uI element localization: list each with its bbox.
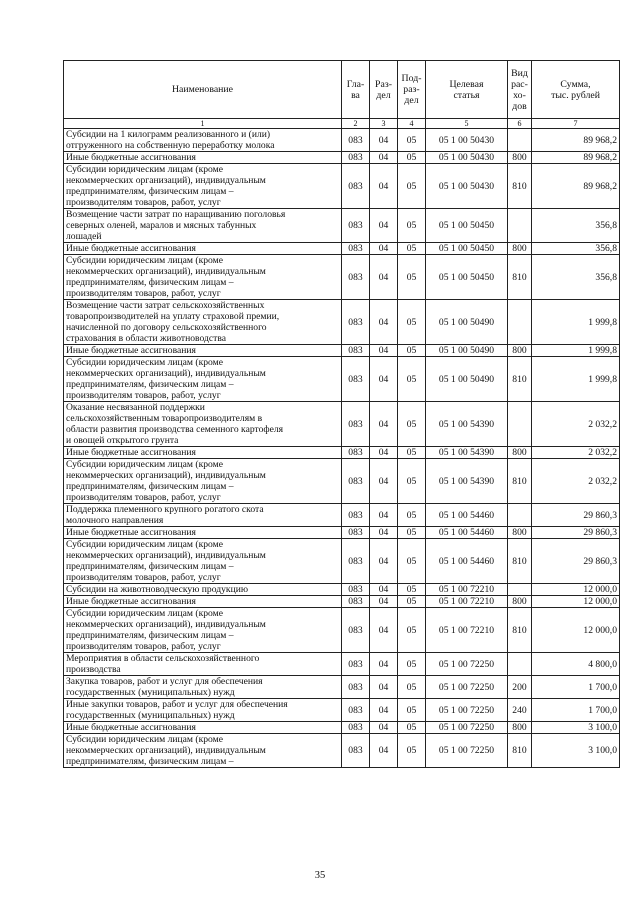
table-row: [64, 676, 620, 699]
row-glava: 083: [342, 699, 370, 722]
row-tselevaya-statya: 05 1 00 72250: [426, 722, 508, 734]
row-summa: 12 000,0: [532, 608, 620, 653]
table-row: [64, 152, 620, 164]
header-razdel: Раз- дел: [370, 61, 398, 119]
row-summa: 1 999,8: [532, 357, 620, 402]
row-vid-raskhodov: 810: [508, 539, 532, 584]
header-row: [64, 61, 620, 119]
row-name: Субсидии на 1 килограмм реализованного и (или) отгруженного на собственную переработку молока: [64, 129, 342, 152]
row-tselevaya-statya: 05 1 00 72250: [426, 676, 508, 699]
row-vid-raskhodov: [508, 129, 532, 152]
row-glava: 083: [342, 164, 370, 209]
table-row: [64, 357, 620, 402]
column-number: 1: [64, 119, 342, 129]
table-row: [64, 539, 620, 584]
table-body: [64, 129, 620, 768]
row-razdel: 04: [370, 676, 398, 699]
table-row: [64, 596, 620, 608]
row-razdel: 04: [370, 608, 398, 653]
row-glava: 083: [342, 539, 370, 584]
row-tselevaya-statya: 05 1 00 72210: [426, 608, 508, 653]
row-razdel: 04: [370, 722, 398, 734]
column-number: 5: [426, 119, 508, 129]
row-vid-raskhodov: 800: [508, 722, 532, 734]
row-glava: 083: [342, 152, 370, 164]
row-podrazdel: 05: [398, 608, 426, 653]
row-glava: 083: [342, 584, 370, 596]
header-tselevaya-statya: Целевая статья: [426, 61, 508, 119]
row-tselevaya-statya: 05 1 00 72210: [426, 596, 508, 608]
row-name: Субсидии юридическим лицам (кроме некоммерческих организаций), индивидуальным предпринимателям, физическим лицам – производителям товаров, работ, услуг: [64, 357, 342, 402]
table-row: [64, 608, 620, 653]
row-summa: 3 100,0: [532, 722, 620, 734]
row-name: Оказание несвязанной поддержки сельскохозяйственным товаропроизводителям в области развития производства семенного картофеля и овощей открытого грунта: [64, 402, 342, 447]
row-podrazdel: 05: [398, 345, 426, 357]
row-tselevaya-statya: 05 1 00 50430: [426, 152, 508, 164]
row-glava: 083: [342, 722, 370, 734]
row-summa: 1 999,8: [532, 345, 620, 357]
table-row: [64, 584, 620, 596]
row-summa: 89 968,2: [532, 152, 620, 164]
row-vid-raskhodov: 810: [508, 357, 532, 402]
header-vid-raskhodov: Вид рас- хо- дов: [508, 61, 532, 119]
row-podrazdel: 05: [398, 402, 426, 447]
row-name: Возмещение части затрат по наращиванию поголовья северных оленей, маралов и мясных табунных лошадей: [64, 209, 342, 243]
row-podrazdel: 05: [398, 527, 426, 539]
row-vid-raskhodov: [508, 402, 532, 447]
row-podrazdel: 05: [398, 459, 426, 504]
row-glava: 083: [342, 527, 370, 539]
row-razdel: 04: [370, 504, 398, 527]
row-podrazdel: 05: [398, 653, 426, 676]
row-name: Иные бюджетные ассигнования: [64, 447, 342, 459]
row-summa: 356,8: [532, 209, 620, 243]
row-vid-raskhodov: [508, 300, 532, 345]
header-glava: Гла- ва: [342, 61, 370, 119]
row-podrazdel: 05: [398, 504, 426, 527]
row-name: Иные бюджетные ассигнования: [64, 152, 342, 164]
row-vid-raskhodov: 810: [508, 459, 532, 504]
row-summa: 29 860,3: [532, 539, 620, 584]
table-row: [64, 129, 620, 152]
row-summa: 3 100,0: [532, 734, 620, 768]
row-podrazdel: 05: [398, 164, 426, 209]
header-name: Наименование: [64, 61, 342, 119]
row-glava: 083: [342, 676, 370, 699]
header-podrazdel: Под- раз- дел: [398, 61, 426, 119]
row-podrazdel: 05: [398, 699, 426, 722]
row-name: Иные бюджетные ассигнования: [64, 527, 342, 539]
row-razdel: 04: [370, 243, 398, 255]
row-tselevaya-statya: 05 1 00 54390: [426, 447, 508, 459]
row-vid-raskhodov: 200: [508, 676, 532, 699]
row-vid-raskhodov: 810: [508, 164, 532, 209]
row-razdel: 04: [370, 300, 398, 345]
row-summa: 12 000,0: [532, 596, 620, 608]
column-number: 6: [508, 119, 532, 129]
row-name: Субсидии юридическим лицам (кроме некоммерческих организаций), индивидуальным предпринимателям, физическим лицам – производителям товаров, работ, услуг: [64, 459, 342, 504]
row-glava: 083: [342, 300, 370, 345]
row-summa: 2 032,2: [532, 459, 620, 504]
row-podrazdel: 05: [398, 596, 426, 608]
row-name: Иные закупки товаров, работ и услуг для обеспечения государственных (муниципальных) нужд: [64, 699, 342, 722]
page-number: 35: [314, 870, 326, 881]
row-tselevaya-statya: 05 1 00 50450: [426, 243, 508, 255]
table-row: [64, 447, 620, 459]
row-razdel: 04: [370, 345, 398, 357]
row-summa: 89 968,2: [532, 129, 620, 152]
row-tselevaya-statya: 05 1 00 72250: [426, 699, 508, 722]
row-tselevaya-statya: 05 1 00 50490: [426, 300, 508, 345]
table-row: [64, 164, 620, 209]
table-row: [64, 345, 620, 357]
row-name: Субсидии юридическим лицам (кроме некоммерческих организаций), индивидуальным предпринимателям, физическим лицам – производителям товаров, работ, услуг: [64, 608, 342, 653]
row-summa: 1 700,0: [532, 676, 620, 699]
row-podrazdel: 05: [398, 584, 426, 596]
budget-table: [63, 60, 620, 768]
row-name: Поддержка племенного крупного рогатого скота молочного направления: [64, 504, 342, 527]
row-glava: 083: [342, 243, 370, 255]
row-vid-raskhodov: 240: [508, 699, 532, 722]
column-number: 2: [342, 119, 370, 129]
row-glava: 083: [342, 596, 370, 608]
row-razdel: 04: [370, 255, 398, 300]
column-number-row: [64, 119, 620, 129]
row-summa: 2 032,2: [532, 402, 620, 447]
row-vid-raskhodov: 800: [508, 527, 532, 539]
row-podrazdel: 05: [398, 734, 426, 768]
row-razdel: 04: [370, 402, 398, 447]
row-name: Субсидии на животноводческую продукцию: [64, 584, 342, 596]
row-podrazdel: 05: [398, 129, 426, 152]
row-tselevaya-statya: 05 1 00 50430: [426, 164, 508, 209]
row-razdel: 04: [370, 596, 398, 608]
row-summa: 2 032,2: [532, 447, 620, 459]
row-tselevaya-statya: 05 1 00 54390: [426, 402, 508, 447]
row-name: Иные бюджетные ассигнования: [64, 722, 342, 734]
row-vid-raskhodov: 800: [508, 447, 532, 459]
row-vid-raskhodov: 810: [508, 734, 532, 768]
table-row: [64, 300, 620, 345]
row-podrazdel: 05: [398, 722, 426, 734]
row-glava: 083: [342, 345, 370, 357]
row-podrazdel: 05: [398, 243, 426, 255]
table-row: [64, 653, 620, 676]
column-number: 7: [532, 119, 620, 129]
row-summa: 356,8: [532, 243, 620, 255]
row-podrazdel: 05: [398, 152, 426, 164]
row-name: Субсидии юридическим лицам (кроме некоммерческих организаций), индивидуальным предпринимателям, физическим лицам – производителям товаров, работ, услуг: [64, 539, 342, 584]
column-number: 4: [398, 119, 426, 129]
row-summa: 89 968,2: [532, 164, 620, 209]
row-summa: 1 700,0: [532, 699, 620, 722]
row-tselevaya-statya: 05 1 00 54390: [426, 459, 508, 504]
row-razdel: 04: [370, 539, 398, 584]
row-glava: 083: [342, 653, 370, 676]
row-summa: 29 860,3: [532, 504, 620, 527]
row-podrazdel: 05: [398, 676, 426, 699]
row-summa: 29 860,3: [532, 527, 620, 539]
row-glava: 083: [342, 357, 370, 402]
row-razdel: 04: [370, 734, 398, 768]
row-glava: 083: [342, 504, 370, 527]
row-name: Субсидии юридическим лицам (кроме некоммерческих организаций), индивидуальным предпринимателям, физическим лицам – производителям товаров, работ, услуг: [64, 164, 342, 209]
row-name: Возмещение части затрат сельскохозяйственных товаропроизводителей на уплату страховой премии, начисленной по договору сельскохозяйственного страхования в области животноводства: [64, 300, 342, 345]
row-summa: 12 000,0: [532, 584, 620, 596]
row-vid-raskhodov: [508, 209, 532, 243]
row-razdel: 04: [370, 699, 398, 722]
row-podrazdel: 05: [398, 209, 426, 243]
row-glava: 083: [342, 608, 370, 653]
row-summa: 1 999,8: [532, 300, 620, 345]
row-razdel: 04: [370, 152, 398, 164]
table-row: [64, 243, 620, 255]
row-glava: 083: [342, 447, 370, 459]
row-podrazdel: 05: [398, 300, 426, 345]
row-razdel: 04: [370, 209, 398, 243]
column-number: 3: [370, 119, 398, 129]
table-row: [64, 402, 620, 447]
row-vid-raskhodov: 800: [508, 345, 532, 357]
row-razdel: 04: [370, 584, 398, 596]
row-tselevaya-statya: 05 1 00 54460: [426, 527, 508, 539]
row-razdel: 04: [370, 527, 398, 539]
row-vid-raskhodov: [508, 584, 532, 596]
row-tselevaya-statya: 05 1 00 50430: [426, 129, 508, 152]
row-name: Субсидии юридическим лицам (кроме некоммерческих организаций), индивидуальным предпринимателям, физическим лицам – производителям товаров, работ, услуг: [64, 255, 342, 300]
table-row: [64, 527, 620, 539]
table-row: [64, 504, 620, 527]
table-row: [64, 209, 620, 243]
row-vid-raskhodov: 810: [508, 608, 532, 653]
row-tselevaya-statya: 05 1 00 50490: [426, 345, 508, 357]
row-podrazdel: 05: [398, 255, 426, 300]
table-row: [64, 459, 620, 504]
row-vid-raskhodov: 800: [508, 243, 532, 255]
row-glava: 083: [342, 255, 370, 300]
row-vid-raskhodov: [508, 653, 532, 676]
row-razdel: 04: [370, 459, 398, 504]
row-tselevaya-statya: 05 1 00 72210: [426, 584, 508, 596]
row-summa: 356,8: [532, 255, 620, 300]
row-razdel: 04: [370, 164, 398, 209]
row-summa: 4 800,0: [532, 653, 620, 676]
row-vid-raskhodov: [508, 504, 532, 527]
row-razdel: 04: [370, 357, 398, 402]
row-glava: 083: [342, 734, 370, 768]
row-podrazdel: 05: [398, 539, 426, 584]
row-vid-raskhodov: 810: [508, 255, 532, 300]
row-tselevaya-statya: 05 1 00 50450: [426, 209, 508, 243]
row-vid-raskhodov: 800: [508, 596, 532, 608]
row-tselevaya-statya: 05 1 00 54460: [426, 504, 508, 527]
row-razdel: 04: [370, 129, 398, 152]
row-tselevaya-statya: 05 1 00 50450: [426, 255, 508, 300]
row-razdel: 04: [370, 447, 398, 459]
row-name: Иные бюджетные ассигнования: [64, 596, 342, 608]
table-row: [64, 734, 620, 768]
row-glava: 083: [342, 402, 370, 447]
row-glava: 083: [342, 129, 370, 152]
row-tselevaya-statya: 05 1 00 72250: [426, 734, 508, 768]
row-vid-raskhodov: 800: [508, 152, 532, 164]
row-tselevaya-statya: 05 1 00 54460: [426, 539, 508, 584]
table-row: [64, 255, 620, 300]
row-podrazdel: 05: [398, 447, 426, 459]
table-row: [64, 722, 620, 734]
row-name: Закупка товаров, работ и услуг для обеспечения государственных (муниципальных) нужд: [64, 676, 342, 699]
table-row: [64, 699, 620, 722]
row-name: Иные бюджетные ассигнования: [64, 243, 342, 255]
row-razdel: 04: [370, 653, 398, 676]
row-glava: 083: [342, 209, 370, 243]
header-summa: Сумма, тыс. рублей: [532, 61, 620, 119]
row-podrazdel: 05: [398, 357, 426, 402]
row-name: Иные бюджетные ассигнования: [64, 345, 342, 357]
row-name: Субсидии юридическим лицам (кроме некоммерческих организаций), индивидуальным предпринимателям, физическим лицам –: [64, 734, 342, 768]
row-name: Мероприятия в области сельскохозяйственного производства: [64, 653, 342, 676]
row-tselevaya-statya: 05 1 00 72250: [426, 653, 508, 676]
row-glava: 083: [342, 459, 370, 504]
row-tselevaya-statya: 05 1 00 50490: [426, 357, 508, 402]
